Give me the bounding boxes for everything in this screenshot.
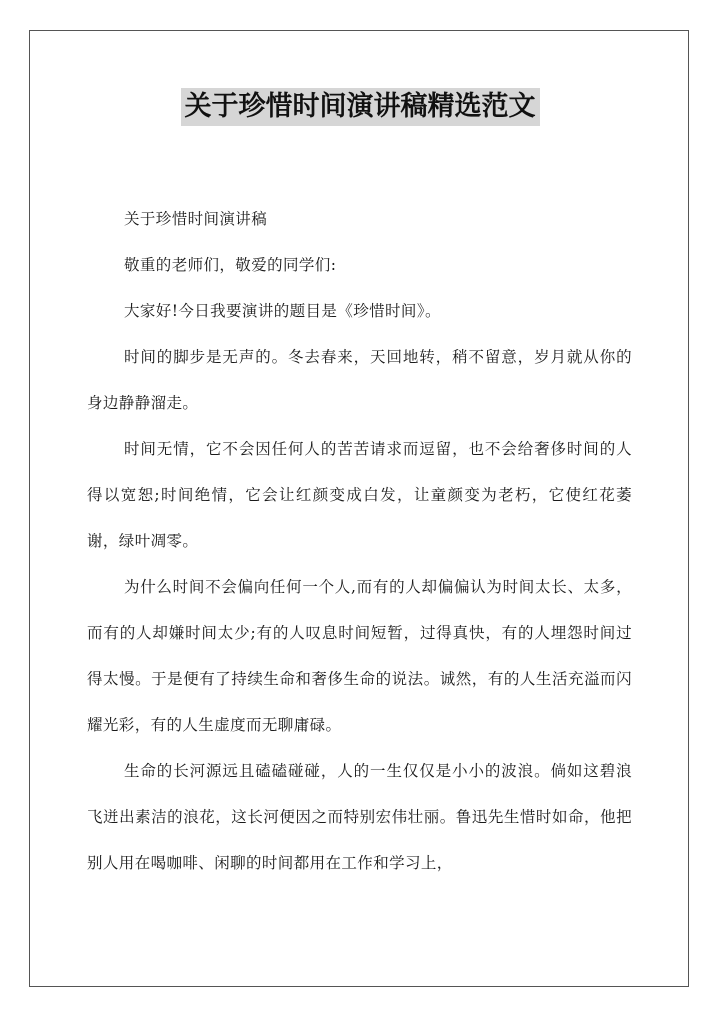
document-title: 关于珍惜时间演讲稿精选范文 bbox=[181, 88, 540, 126]
paragraph-salutation: 敬重的老师们，敬爱的同学们: bbox=[124, 256, 337, 274]
document-body bbox=[87, 196, 632, 886]
paragraph: 为什么时间不会偏向任何一个人,而有的人却偏偏认为时间太长、太多，而有的人却嫌时间太少;有的人叹息时间短暂，过得真快，有的人埋怨时间过得太慢。于是便有了持续生命和奢侈生命的说法。诚然，有的人生活充溢而闪耀光彩，有的人生虚度而无聊庸碌。 bbox=[87, 578, 632, 734]
paragraph-greeting: 大家好!今日我要演讲的题目是《珍惜时间》。 bbox=[124, 302, 441, 320]
paragraph: 时间无情，它不会因任何人的苦苦请求而逗留，也不会给奢侈时间的人得以宽恕;时间绝情，它会让红颜变成白发，让童颜变为老朽，它使红花萎谢，绿叶凋零。 bbox=[87, 440, 632, 550]
paragraph: 时间的脚步是无声的。冬去春来，天回地转，稍不留意，岁月就从你的身边静静溜走。 bbox=[87, 348, 632, 412]
title-container bbox=[0, 88, 720, 126]
paragraph: 生命的长河源远且磕磕碰碰，人的一生仅仅是小小的波浪。倘如这碧浪飞迸出素洁的浪花，这长河便因之而特别宏伟壮丽。鲁迅先生惜时如命，他把别人用在喝咖啡、闲聊的时间都用在工作和学习上， bbox=[87, 762, 632, 872]
paragraph-heading: 关于珍惜时间演讲稿 bbox=[124, 210, 268, 228]
